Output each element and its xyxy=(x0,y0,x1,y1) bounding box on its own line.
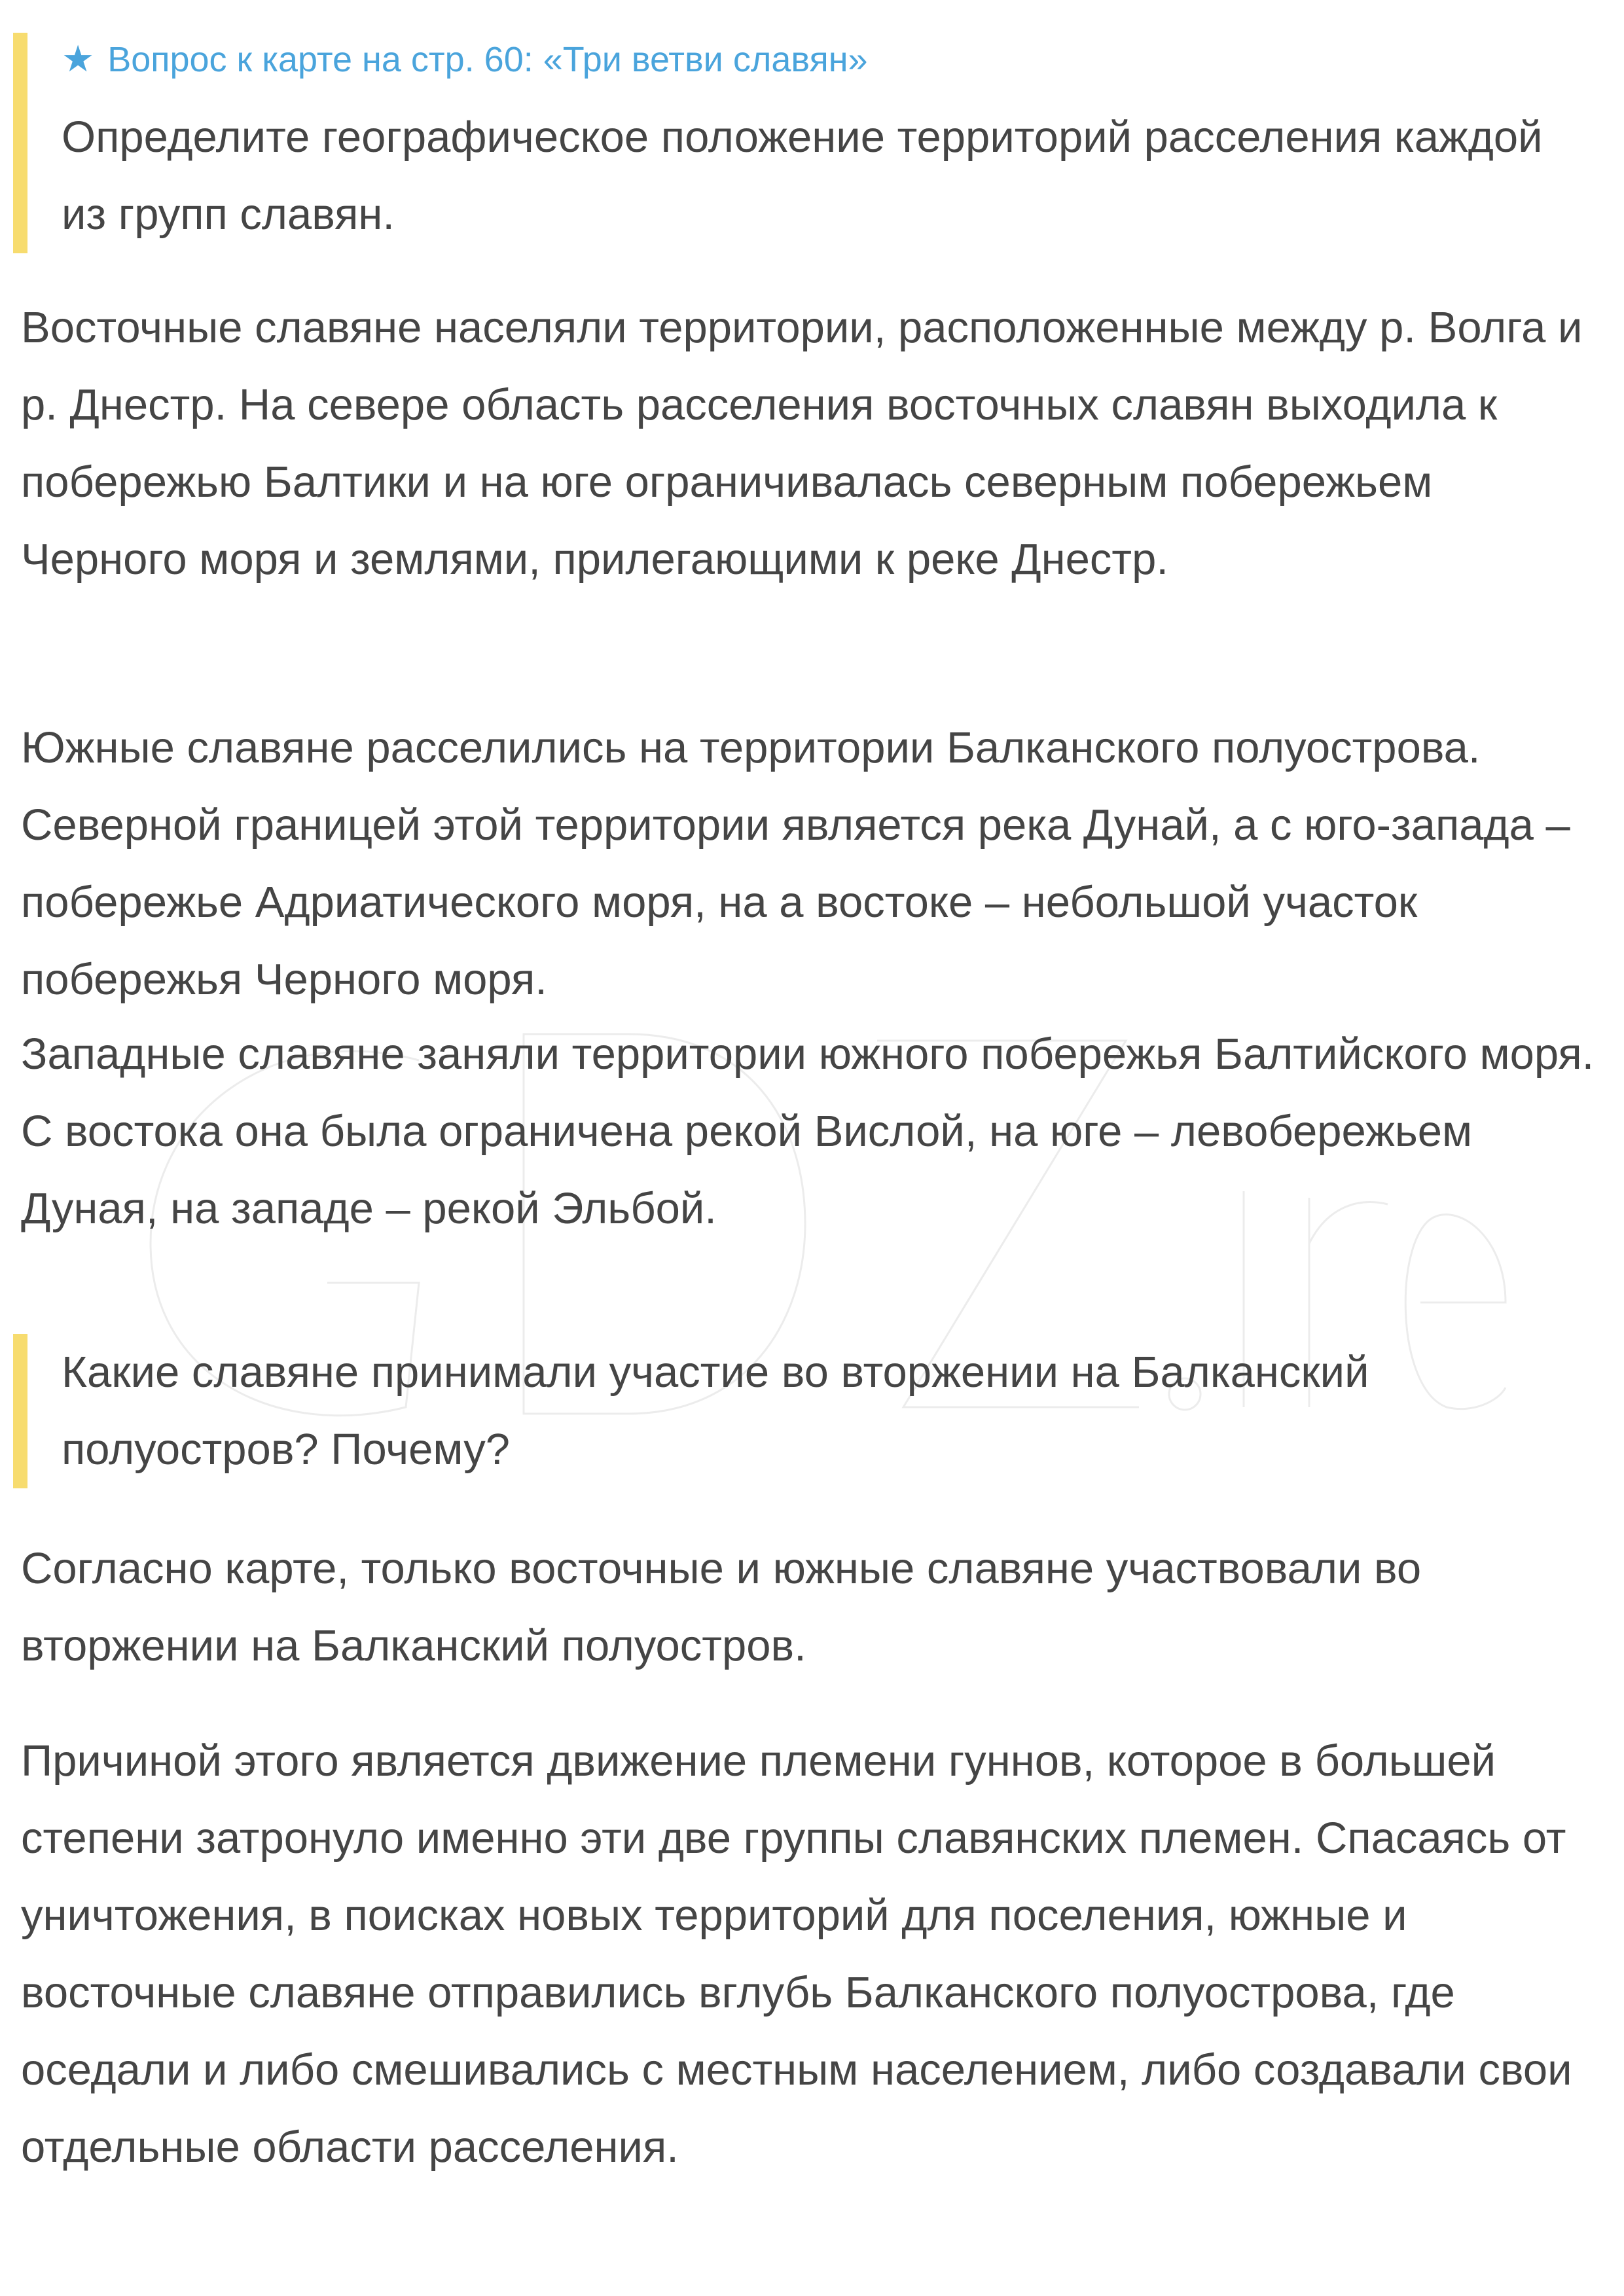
question-block xyxy=(13,1334,1580,1488)
answer-paragraph-reason: Причиной этого является движение племени гуннов, которое в большей степени затронуло именно эти две группы славянских племен. Спасаясь от уничтожения, в поисках новых территорий для поселения, южные и восточные славяне отправились вглубь Балканского полуострова, где оседали и либо смешивались с местным населением, либо создавали свои отдельные области расселения. xyxy=(21,1736,1572,2172)
answer-paragraph-east-slavs: Восточные славяне населяли территории, расположенные между р. Волга и р. Днестр. На севере область расселения восточных славян выходила к побережью Балтики и на юге ограничивалась северным побережьем Черного моря и землями, прилегающими к реке Днестр. xyxy=(21,303,1583,584)
answer-paragraph-south-slavs: Южные славяне расселились на территории Балканского полуострова. Северной границей этой территории является река Дунай, а с юго-запада – побережье Адриатического моря, на а востоке – небольшой участок побережья Черного моря. xyxy=(21,723,1570,1004)
question-title-text: Вопрос к карте на стр. 60: «Три ветви славян» xyxy=(107,40,868,79)
star-icon: ★ xyxy=(62,38,95,79)
question-title xyxy=(62,33,1580,86)
answer-paragraph-west-slavs: Западные славяне заняли территории южного побережья Балтийского моря. С востока она была ограничена рекой Вислой, на юге – левобережьем Дуная, на западе – рекой Эльбой. xyxy=(21,1030,1595,1233)
question-text: Определите географическое положение территорий расселения каждой из групп славян. xyxy=(62,113,1543,239)
question-text: Какие славяне принимали участие во вторжении на Балканский полуостров? Почему? xyxy=(62,1348,1369,1474)
question-block xyxy=(13,33,1580,253)
answer-paragraph-participants: Согласно карте, только восточные и южные славяне участвовали во вторжении на Балканский полуостров. xyxy=(21,1544,1422,1670)
